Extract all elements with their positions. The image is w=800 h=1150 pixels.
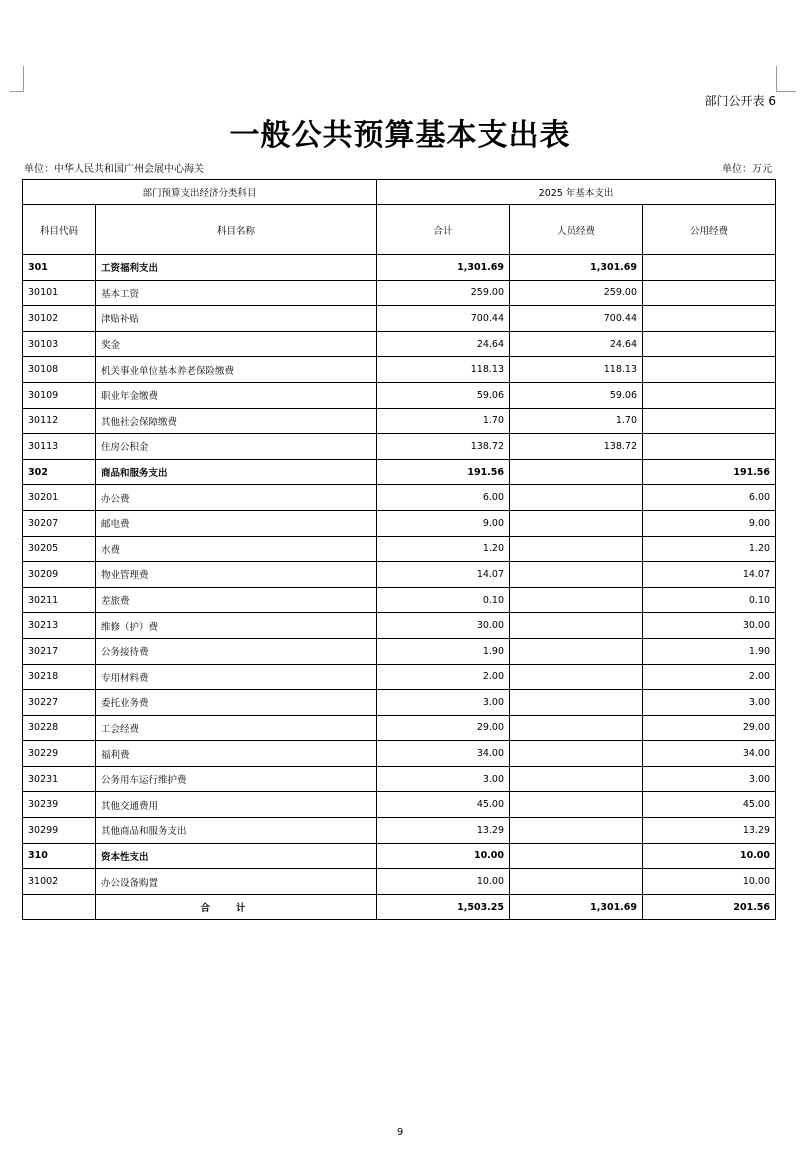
cell-public [643,255,776,281]
cell-public: 1.20 [643,536,776,562]
cell-name: 公务接待费 [96,638,377,664]
cell-name: 其他商品和服务支出 [96,818,377,844]
crop-mark-top-right [776,91,796,92]
totals-code [23,894,96,920]
cell-name: 办公设备购置 [96,869,377,895]
table-row [23,510,776,536]
cell-public: 3.00 [643,690,776,716]
crop-mark-top-left [23,66,24,91]
table-row [23,613,776,639]
cell-personnel [510,587,643,613]
cell-personnel [510,741,643,767]
cell-personnel: 138.72 [510,434,643,460]
cell-public [643,382,776,408]
cell-total: 1.70 [377,408,510,434]
table-row [23,536,776,562]
cell-personnel [510,818,643,844]
cell-name: 工资福利支出 [96,255,377,281]
cell-personnel [510,613,643,639]
budget-table [22,179,776,920]
cell-code: 30218 [23,664,96,690]
cell-public: 6.00 [643,485,776,511]
cell-personnel [510,510,643,536]
cell-personnel [510,459,643,485]
table-row [23,434,776,460]
cell-total: 0.10 [377,587,510,613]
cell-name: 差旅费 [96,587,377,613]
cell-public: 34.00 [643,741,776,767]
unit-currency: 单位：万元 [722,164,772,175]
table-row [23,459,776,485]
table-row [23,664,776,690]
crop-mark-top-right [776,66,777,91]
page-title: 一般公共预算基本支出表 [229,118,571,153]
cell-public: 14.07 [643,562,776,588]
cell-total: 10.00 [377,843,510,869]
cell-code: 30239 [23,792,96,818]
cell-total: 45.00 [377,792,510,818]
cell-code: 301 [23,255,96,281]
cell-code: 30229 [23,741,96,767]
cell-total: 30.00 [377,613,510,639]
cell-name: 工会经费 [96,715,377,741]
cell-public: 13.29 [643,818,776,844]
header-column-row [23,205,776,255]
cell-code: 30228 [23,715,96,741]
cell-public: 3.00 [643,766,776,792]
cell-code: 30227 [23,690,96,716]
cell-name: 委托业务费 [96,690,377,716]
cell-public [643,408,776,434]
table-row [23,255,776,281]
totals-personnel: 1,301.69 [510,894,643,920]
totals-total: 1,503.25 [377,894,510,920]
cell-personnel: 24.64 [510,331,643,357]
cell-code: 30101 [23,280,96,306]
page-tag: 部门公开表 6 [704,94,776,108]
cell-personnel: 700.44 [510,306,643,332]
header-group-year: 2025 年基本支出 [377,180,776,205]
header-total: 合计 [377,205,510,255]
cell-personnel: 1,301.69 [510,255,643,281]
cell-public: 30.00 [643,613,776,639]
table-row [23,638,776,664]
cell-total: 3.00 [377,766,510,792]
cell-code: 30205 [23,536,96,562]
table-row [23,562,776,588]
cell-personnel [510,766,643,792]
cell-total: 24.64 [377,331,510,357]
unit-organization: 单位：中华人民共和国广州会展中心海关 [24,164,204,175]
cell-name: 住房公积金 [96,434,377,460]
cell-name: 奖金 [96,331,377,357]
cell-code: 30201 [23,485,96,511]
cell-name: 邮电费 [96,510,377,536]
cell-code: 30231 [23,766,96,792]
table-row [23,485,776,511]
totals-public: 201.56 [643,894,776,920]
cell-name: 资本性支出 [96,843,377,869]
table-row [23,306,776,332]
cell-total: 13.29 [377,818,510,844]
cell-code: 30299 [23,818,96,844]
header-code: 科目代码 [23,205,96,255]
cell-public: 10.00 [643,843,776,869]
table-row [23,715,776,741]
table-row [23,280,776,306]
table-row [23,382,776,408]
table-row [23,690,776,716]
cell-total: 2.00 [377,664,510,690]
table-row [23,587,776,613]
totals-label: 合计 [96,894,377,920]
cell-total: 59.06 [377,382,510,408]
cell-code: 30112 [23,408,96,434]
cell-public: 1.90 [643,638,776,664]
cell-total: 3.00 [377,690,510,716]
cell-total: 1.20 [377,536,510,562]
cell-code: 31002 [23,869,96,895]
cell-name: 专用材料费 [96,664,377,690]
cell-public: 29.00 [643,715,776,741]
cell-code: 310 [23,843,96,869]
cell-public: 45.00 [643,792,776,818]
cell-personnel: 118.13 [510,357,643,383]
cell-total: 34.00 [377,741,510,767]
totals-row [23,894,776,920]
cell-name: 其他社会保障缴费 [96,408,377,434]
cell-name: 其他交通费用 [96,792,377,818]
cell-personnel [510,715,643,741]
header-group-classification: 部门预算支出经济分类科目 [23,180,377,205]
cell-total: 29.00 [377,715,510,741]
cell-public: 191.56 [643,459,776,485]
cell-personnel [510,638,643,664]
cell-public [643,357,776,383]
cell-code: 30103 [23,331,96,357]
cell-name: 商品和服务支出 [96,459,377,485]
table-row [23,408,776,434]
cell-name: 津贴补贴 [96,306,377,332]
cell-public: 10.00 [643,869,776,895]
cell-public [643,434,776,460]
cell-personnel [510,792,643,818]
cell-public [643,280,776,306]
cell-public [643,306,776,332]
cell-code: 30209 [23,562,96,588]
cell-code: 30211 [23,587,96,613]
cell-code: 30217 [23,638,96,664]
table-row [23,818,776,844]
cell-name: 福利费 [96,741,377,767]
cell-name: 机关事业单位基本养老保险缴费 [96,357,377,383]
cell-name: 基本工资 [96,280,377,306]
cell-total: 6.00 [377,485,510,511]
header-personnel: 人员经费 [510,205,643,255]
cell-total: 118.13 [377,357,510,383]
cell-name: 职业年金缴费 [96,382,377,408]
cell-personnel [510,690,643,716]
cell-personnel [510,562,643,588]
cell-total: 700.44 [377,306,510,332]
cell-code: 30109 [23,382,96,408]
cell-code: 30207 [23,510,96,536]
cell-total: 1,301.69 [377,255,510,281]
cell-name: 物业管理费 [96,562,377,588]
cell-personnel [510,869,643,895]
table-row [23,357,776,383]
page-number: 9 [396,1127,404,1138]
table-row [23,331,776,357]
cell-personnel: 1.70 [510,408,643,434]
cell-total: 138.72 [377,434,510,460]
cell-total: 191.56 [377,459,510,485]
table-row [23,792,776,818]
cell-public: 9.00 [643,510,776,536]
cell-total: 259.00 [377,280,510,306]
cell-personnel [510,664,643,690]
cell-total: 9.00 [377,510,510,536]
cell-personnel [510,536,643,562]
cell-personnel: 259.00 [510,280,643,306]
cell-public: 2.00 [643,664,776,690]
cell-name: 公务用车运行维护费 [96,766,377,792]
cell-total: 14.07 [377,562,510,588]
table-row [23,766,776,792]
cell-public [643,331,776,357]
header-public: 公用经费 [643,205,776,255]
cell-personnel: 59.06 [510,382,643,408]
crop-mark-top-left [10,91,24,92]
cell-name: 办公费 [96,485,377,511]
table-row [23,843,776,869]
cell-name: 维修（护）费 [96,613,377,639]
cell-total: 10.00 [377,869,510,895]
cell-code: 30113 [23,434,96,460]
table-row [23,741,776,767]
cell-code: 302 [23,459,96,485]
header-group-row [23,180,776,205]
table-row [23,869,776,895]
cell-public: 0.10 [643,587,776,613]
cell-code: 30108 [23,357,96,383]
header-name: 科目名称 [96,205,377,255]
cell-total: 1.90 [377,638,510,664]
cell-name: 水费 [96,536,377,562]
cell-personnel [510,843,643,869]
cell-personnel [510,485,643,511]
cell-code: 30102 [23,306,96,332]
cell-code: 30213 [23,613,96,639]
